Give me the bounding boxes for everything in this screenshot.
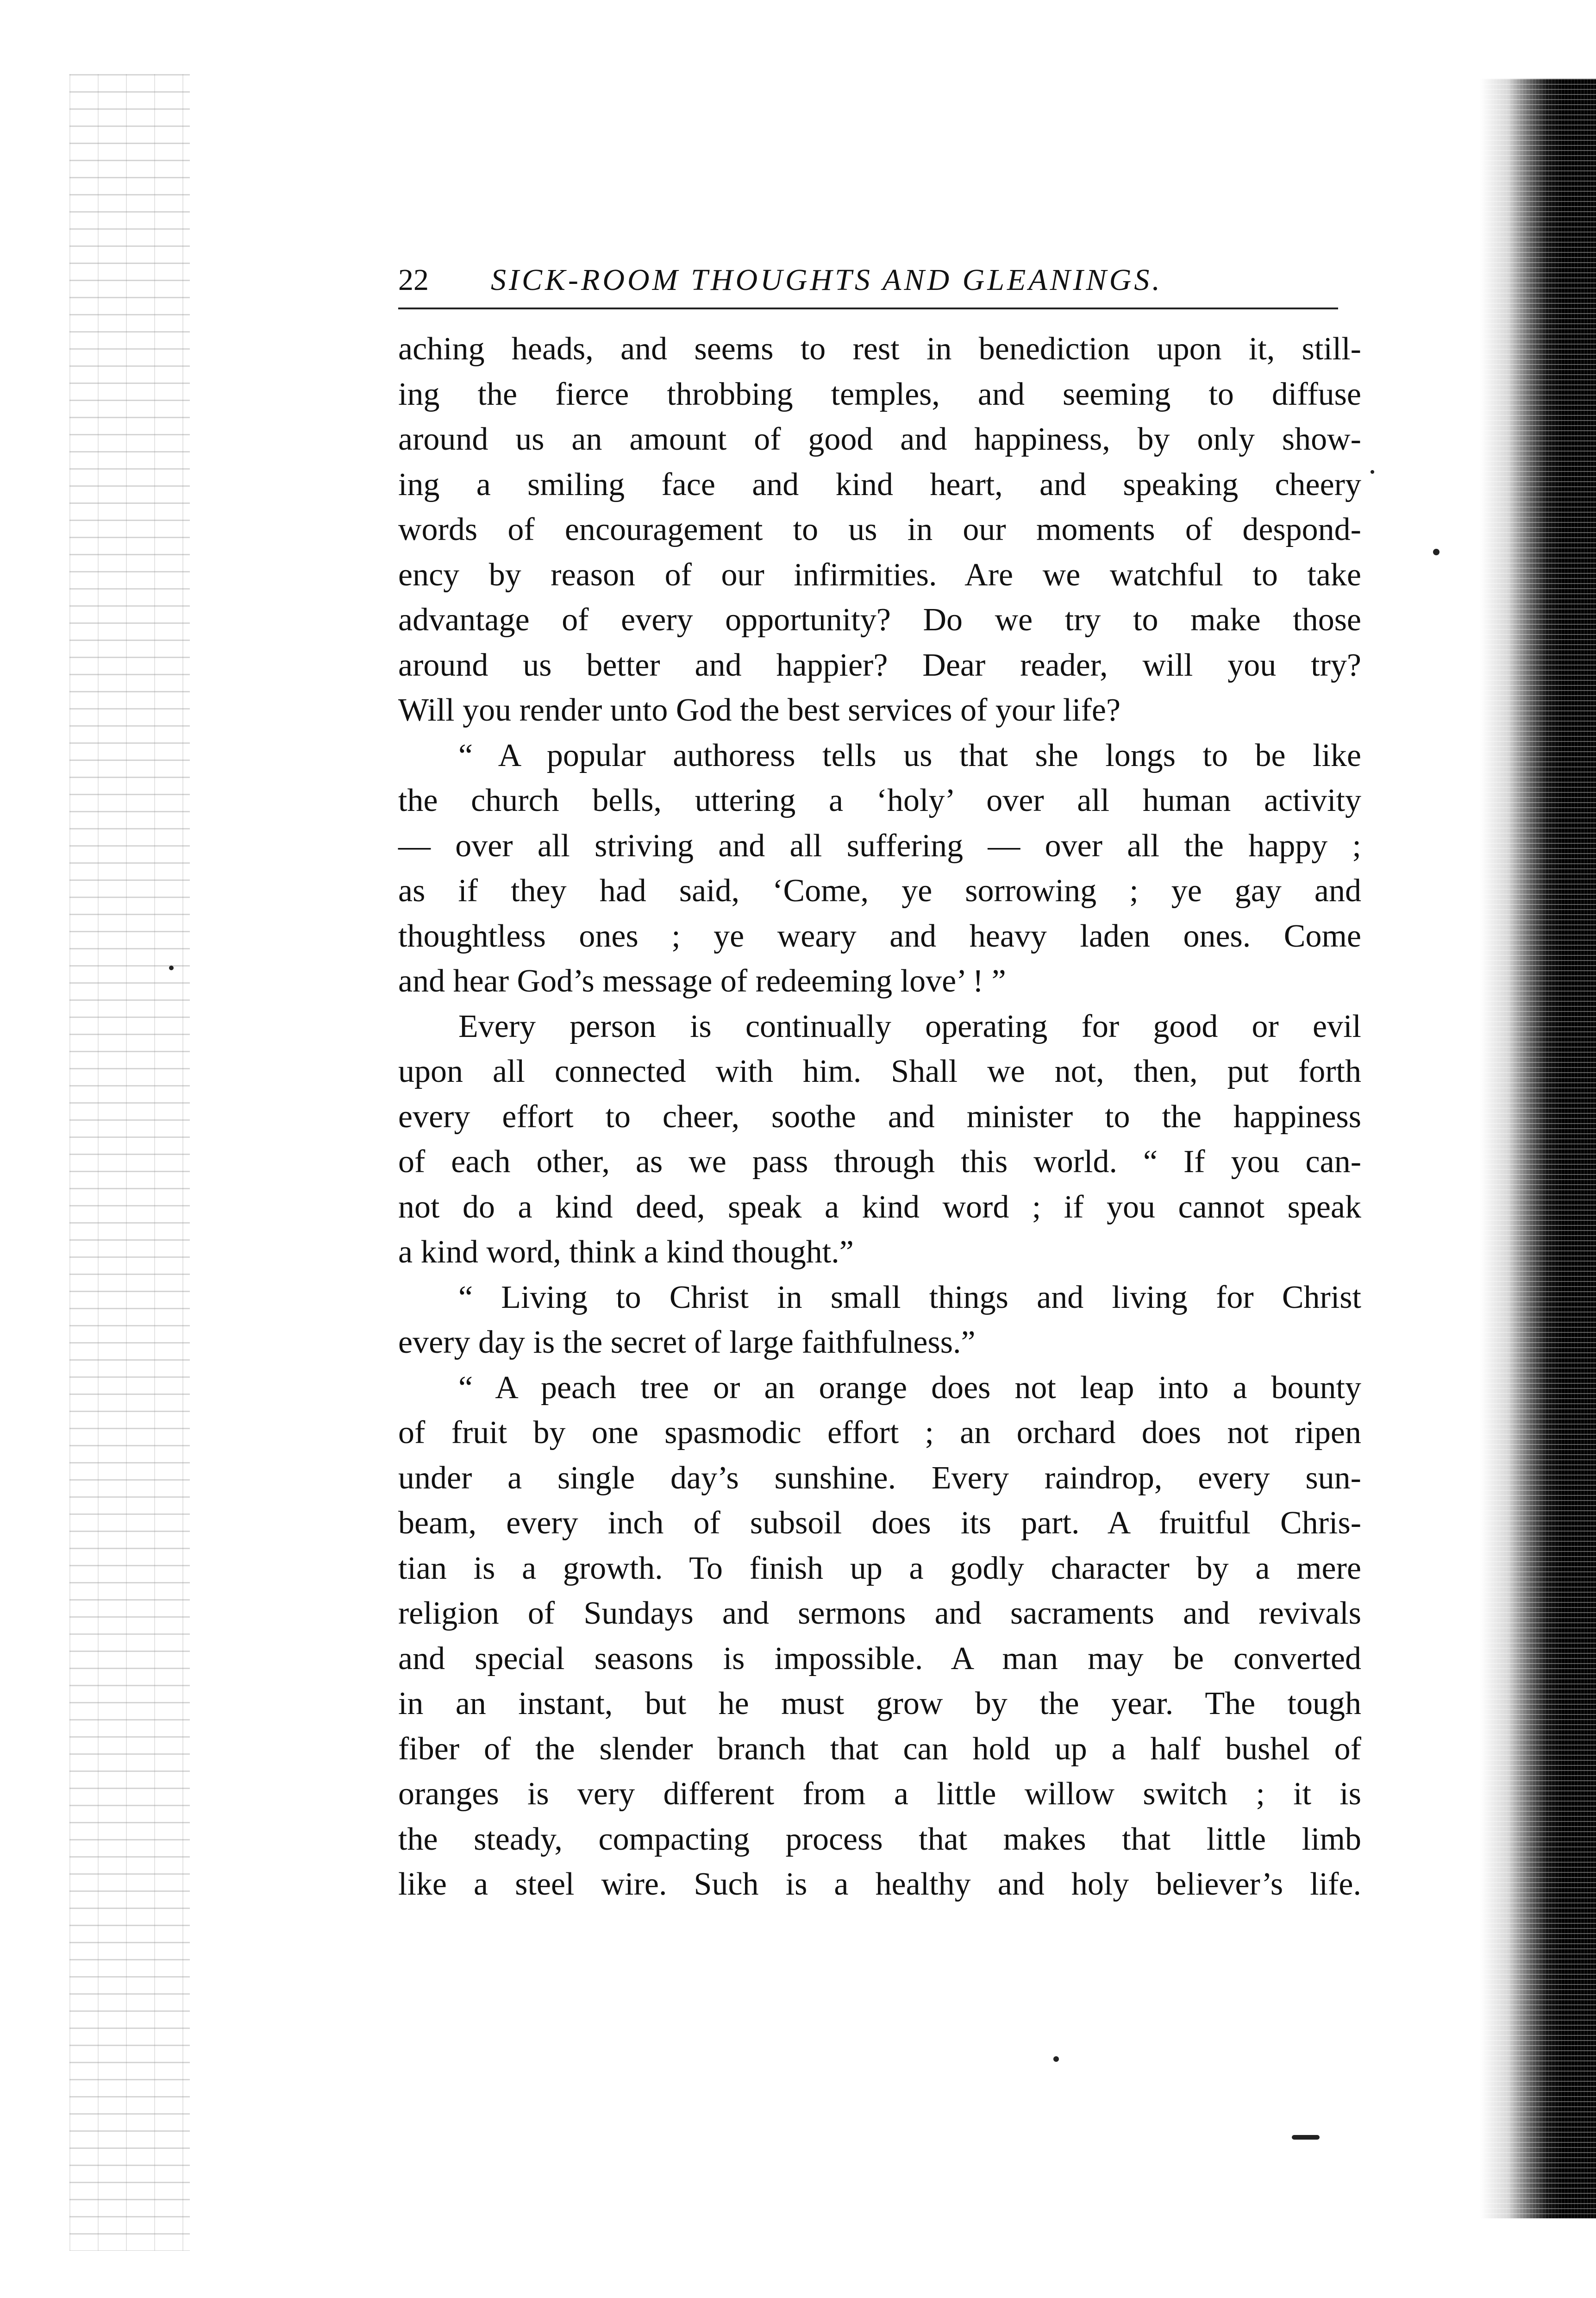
right-page-edge bbox=[1480, 79, 1596, 2218]
text-line: aching heads, and seems to rest in benediction upon it, still- bbox=[398, 331, 1361, 367]
text-line: advantage of every opportunity? Do we try to make those bbox=[398, 602, 1361, 638]
text-line: like a steel wire. Such is a healthy and holy believer’s life. bbox=[398, 1866, 1361, 1902]
text-line: beam, every inch of subsoil does its part. A fruitful Chris- bbox=[398, 1505, 1361, 1541]
text-line: Every person is continually operating for good or evil bbox=[458, 1008, 1361, 1044]
scan-speck bbox=[1053, 2056, 1059, 2062]
text-line: of fruit by one spasmodic effort ; an orchard does not ripen bbox=[398, 1415, 1361, 1450]
text-line: religion of Sundays and sermons and sacraments and revivals bbox=[398, 1595, 1361, 1631]
running-title: SICK-ROOM THOUGHTS AND GLEANINGS. bbox=[491, 263, 1163, 297]
header-rule bbox=[398, 308, 1338, 309]
text-line: Will you render unto God the best services of your life? bbox=[398, 692, 1121, 728]
text-line: oranges is very different from a little willow switch ; it is bbox=[398, 1776, 1361, 1812]
text-line: and special seasons is impossible. A man may be converted bbox=[398, 1640, 1361, 1676]
text-line: around us better and happier? Dear reader, will you try? bbox=[398, 647, 1361, 683]
left-binding-shadow bbox=[69, 74, 190, 2251]
scan-speck bbox=[169, 966, 174, 970]
text-line: words of encouragement to us in our moments of despond- bbox=[398, 512, 1361, 547]
text-line: of each other, as we pass through this world. “ If you can- bbox=[398, 1144, 1361, 1180]
page-body bbox=[398, 326, 1361, 1994]
text-line: “ Living to Christ in small things and living for Christ bbox=[458, 1279, 1361, 1315]
text-line: fiber of the slender branch that can hold up a half bushel of bbox=[398, 1731, 1361, 1767]
text-line: under a single day’s sunshine. Every raindrop, every sun- bbox=[398, 1460, 1361, 1496]
text-line: not do a kind deed, speak a kind word ; if you cannot speak bbox=[398, 1189, 1361, 1225]
text-line: around us an amount of good and happiness, by only show- bbox=[398, 421, 1361, 457]
scan-speck bbox=[1433, 549, 1440, 555]
text-line: ency by reason of our infirmities. Are we watchful to take bbox=[398, 557, 1361, 593]
text-line: every day is the secret of large faithfulness.” bbox=[398, 1325, 976, 1360]
scan-speck bbox=[1292, 2135, 1320, 2140]
text-line: as if they had said, ‘Come, ye sorrowing ; ye gay and bbox=[398, 873, 1361, 909]
text-line: ing the fierce throbbing temples, and seeming to diffuse bbox=[398, 376, 1361, 412]
text-line: thoughtless ones ; ye weary and heavy laden ones. Come bbox=[398, 918, 1361, 954]
text-line: “ A popular authoress tells us that she longs to be like bbox=[458, 737, 1361, 773]
text-line: upon all connected with him. Shall we not, then, put forth bbox=[398, 1054, 1361, 1089]
text-line: a kind word, think a kind thought.” bbox=[398, 1234, 854, 1270]
scan-speck bbox=[1371, 470, 1374, 474]
page-header bbox=[398, 262, 1338, 306]
text-line: — over all striving and all suffering — over all the happy ; bbox=[398, 828, 1361, 864]
text-line: and hear God’s message of redeeming love’ ! ” bbox=[398, 963, 1006, 999]
text-line: every effort to cheer, soothe and minister to the happiness bbox=[398, 1099, 1361, 1135]
text-line: the steady, compacting process that makes that little limb bbox=[398, 1821, 1361, 1857]
text-line: the church bells, uttering a ‘holy’ over all human activity bbox=[398, 783, 1361, 818]
text-line: ing a smiling face and kind heart, and speaking cheery bbox=[398, 466, 1361, 502]
text-line: “ A peach tree or an orange does not leap into a bounty bbox=[458, 1369, 1361, 1406]
text-line: tian is a growth. To finish up a godly character by a mere bbox=[398, 1550, 1361, 1586]
page-number: 22 bbox=[398, 263, 429, 297]
text-line: in an instant, but he must grow by the year. The tough bbox=[398, 1686, 1361, 1721]
